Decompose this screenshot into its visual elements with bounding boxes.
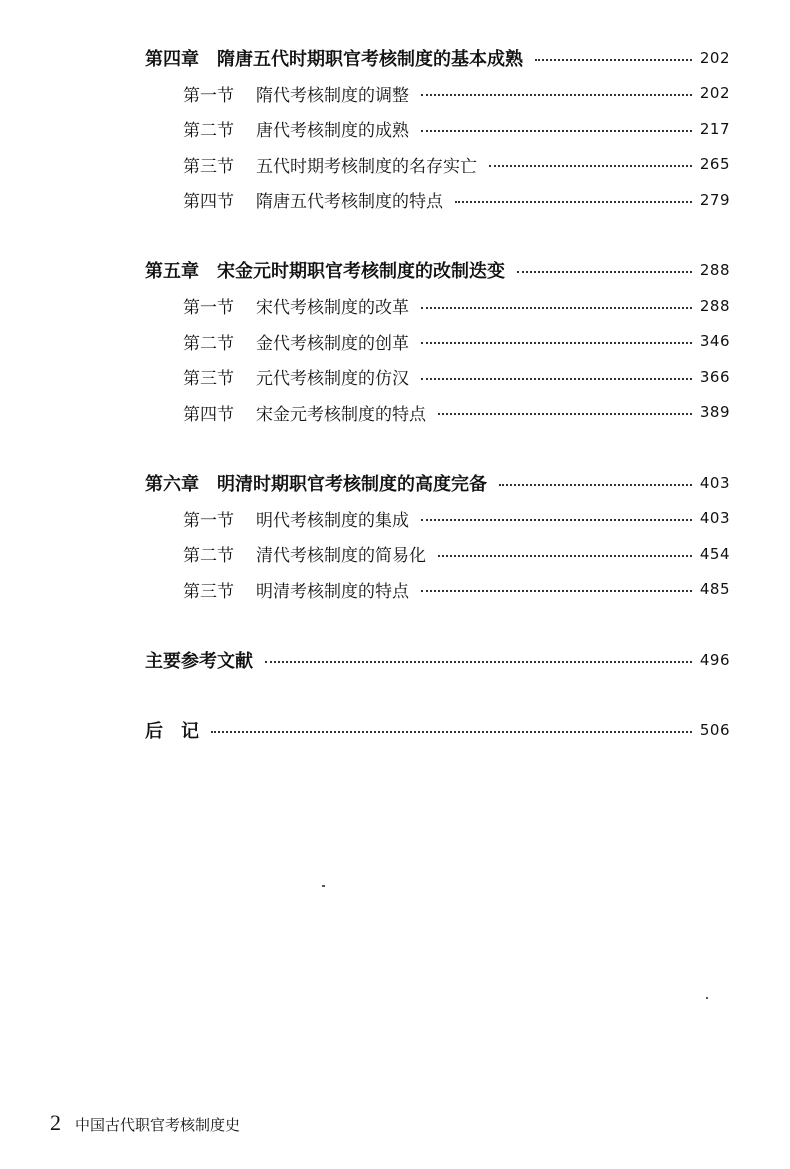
page-number: 288 [699, 261, 730, 280]
toc-section[interactable] [145, 147, 730, 183]
leader-dots [421, 307, 692, 309]
toc-section[interactable] [145, 111, 730, 147]
toc-chapter-6[interactable] [145, 465, 730, 501]
section-label: 第三节 明清考核制度的特点 [183, 581, 409, 602]
toc-afterword[interactable] [145, 713, 730, 749]
page-number: 454 [699, 544, 730, 563]
section-label: 第三节 元代考核制度的仿汉 [183, 369, 409, 390]
section-label: 第二节 唐代考核制度的成熟 [183, 121, 409, 142]
toc-section[interactable] [145, 288, 730, 324]
toc-section[interactable] [145, 536, 730, 572]
leader-dots [421, 342, 692, 344]
page-number: 506 [699, 721, 730, 740]
leader-dots [455, 201, 692, 203]
toc-section[interactable] [145, 501, 730, 537]
section-label: 第四节 隋唐五代考核制度的特点 [183, 192, 443, 213]
leader-dots [421, 378, 692, 380]
leader-dots [499, 484, 692, 486]
page-number: 202 [699, 84, 730, 103]
page-number: 265 [699, 155, 730, 174]
toc-chapter-5[interactable] [145, 253, 730, 289]
leader-dots [438, 413, 692, 415]
section-label: 第四节 宋金元考核制度的特点 [183, 404, 426, 425]
section-label: 第一节 隋代考核制度的调整 [183, 85, 409, 106]
section-label: 第一节 宋代考核制度的改革 [183, 298, 409, 319]
scan-speck [322, 885, 325, 887]
leader-dots [489, 165, 692, 167]
section-label: 第二节 清代考核制度的简易化 [183, 546, 426, 567]
page-number: 403 [699, 509, 730, 528]
footer-book-title: 中国古代职官考核制度史 [75, 1116, 241, 1134]
toc-section[interactable] [145, 395, 730, 431]
page-number: 288 [699, 296, 730, 315]
leader-dots [421, 519, 692, 521]
leader-dots [421, 94, 692, 96]
toc-section[interactable] [145, 182, 730, 218]
section-label: 第三节 五代时期考核制度的名存实亡 [183, 156, 477, 177]
page-number: 279 [699, 190, 730, 209]
footer-page-number: 2 [50, 1110, 61, 1135]
page-number: 389 [699, 403, 730, 422]
page-number: 485 [699, 580, 730, 599]
leader-dots [211, 731, 692, 733]
section-label: 第一节 明代考核制度的集成 [183, 510, 409, 531]
chapter-label: 第四章 隋唐五代时期职官考核制度的基本成熟 [145, 48, 523, 70]
toc-chapter-4[interactable] [145, 40, 730, 76]
page-number: 496 [699, 650, 730, 669]
toc-section[interactable] [145, 76, 730, 112]
page-number: 217 [699, 119, 730, 138]
leader-dots [265, 661, 692, 663]
section-label: 第二节 金代考核制度的创革 [183, 333, 409, 354]
scan-speck [706, 997, 708, 999]
afterword-label: 后 记 [145, 721, 199, 743]
page-number: 346 [699, 332, 730, 351]
toc-references[interactable] [145, 642, 730, 678]
chapter-label: 第六章 明清时期职官考核制度的高度完备 [145, 473, 487, 495]
page-number: 366 [699, 367, 730, 386]
toc-section[interactable] [145, 324, 730, 360]
table-of-contents [145, 40, 730, 748]
page-number: 403 [699, 473, 730, 492]
leader-dots [517, 271, 692, 273]
toc-section[interactable] [145, 572, 730, 608]
chapter-label: 第五章 宋金元时期职官考核制度的改制迭变 [145, 261, 505, 283]
page-number: 202 [699, 48, 730, 67]
toc-section[interactable] [145, 359, 730, 395]
leader-dots [535, 59, 692, 61]
leader-dots [421, 130, 692, 132]
references-label: 主要参考文献 [145, 650, 253, 672]
leader-dots [438, 555, 692, 557]
leader-dots [421, 590, 692, 592]
page-footer [50, 1110, 240, 1136]
